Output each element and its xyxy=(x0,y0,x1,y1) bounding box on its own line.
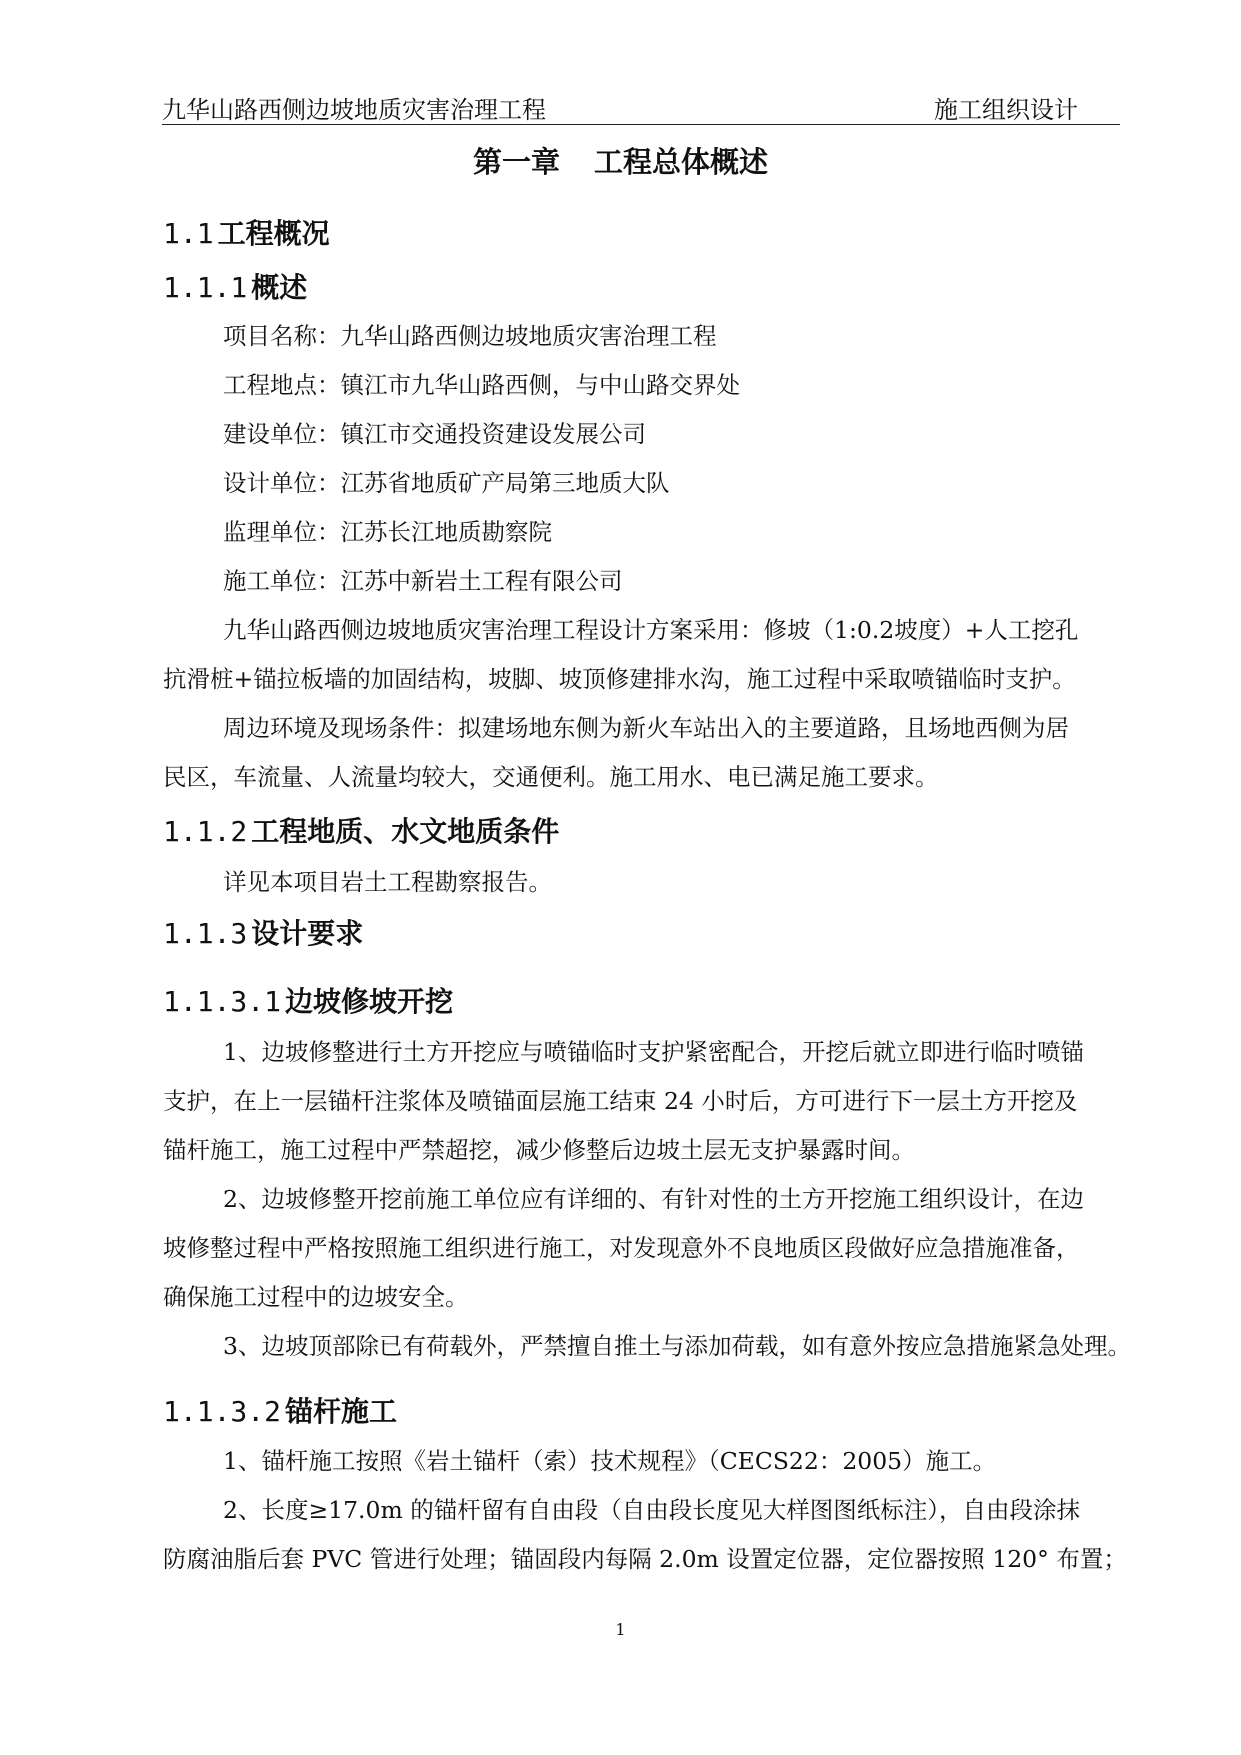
text-line: 周边环境及现场条件：拟建场地东侧为新火车站出入的主要道路，且场地西侧为居 xyxy=(223,714,1069,742)
section-title: 概述 xyxy=(251,271,308,304)
page-header xyxy=(162,90,1120,125)
design-scheme-paragraph xyxy=(163,606,1121,802)
section-title: 边坡修坡开挖 xyxy=(285,985,454,1018)
section-heading-1-1-3-2 xyxy=(163,1390,397,1430)
text-line: 2、长度≥17.0m 的锚杆留有自由段（自由段长度见大样图图纸标注），自由段涂抹 xyxy=(223,1496,1080,1524)
section-title: 锚杆施工 xyxy=(285,1395,398,1428)
project-name-line: 项目名称：九华山路西侧边坡地质灾害治理工程 xyxy=(223,322,717,350)
chapter-label: 第一章 xyxy=(472,145,560,179)
chapter-name: 工程总体概述 xyxy=(594,145,769,179)
text-line: 防腐油脂后套 PVC 管进行处理；锚固段内每隔 2.0m 设置定位器，定位器按照 120° 布置； xyxy=(163,1545,1127,1573)
text-line: 1、锚杆施工按照《岩土锚杆（索）技术规程》（CECS22：2005）施工。 xyxy=(223,1447,997,1475)
section-number: 1.1 xyxy=(163,217,214,250)
page-number: 1 xyxy=(615,1620,626,1639)
text-line: 抗滑桩+锚拉板墙的加固结构，坡脚、坡顶修建排水沟，施工过程中采取喷锚临时支护。 xyxy=(163,665,1076,693)
section-title: 工程概况 xyxy=(217,217,330,250)
text-line: 九华山路西侧边坡地质灾害治理工程设计方案采用：修坡（1:0.2坡度）+人工挖孔 xyxy=(223,616,1079,644)
project-location-line: 工程地点：镇江市九华山路西侧，与中山路交界处 xyxy=(223,371,740,399)
header-project-title: 九华山路西侧边坡地质灾害治理工程 xyxy=(162,96,546,124)
section-heading-1-1-3 xyxy=(163,912,363,952)
section-number: 1.1.1 xyxy=(163,271,248,304)
section-heading-1-1 xyxy=(163,212,330,252)
text-line: 3、边坡顶部除已有荷载外，严禁擅自推土与添加荷载，如有意外按应急措施紧急处理。 xyxy=(223,1332,1131,1360)
section-number: 1.1.2 xyxy=(163,815,248,848)
section-number: 1.1.3 xyxy=(163,917,248,950)
section-heading-1-1-1 xyxy=(163,266,307,306)
text-line: 支护，在上一层锚杆注浆体及喷锚面层施工结束 24 小时后，方可进行下一层土方开挖及 xyxy=(163,1087,1078,1115)
section-title: 设计要求 xyxy=(251,917,364,950)
section-number: 1.1.3.1 xyxy=(163,985,282,1018)
project-owner-line: 建设单位：镇江市交通投资建设发展公司 xyxy=(223,420,646,448)
slope-requirements xyxy=(163,1028,1131,1371)
text-line: 坡修整过程中严格按照施工组织进行施工，对发现意外不良地质区段做好应急措施准备， xyxy=(163,1234,1080,1262)
text-line: 1、边坡修整进行土方开挖应与喷锚临时支护紧密配合，开挖后就立即进行临时喷锚 xyxy=(223,1038,1084,1066)
text-line: 锚杆施工，施工过程中严禁超挖，减少修整后边坡土层无支护暴露时间。 xyxy=(163,1136,915,1164)
text-line: 2、边坡修整开挖前施工单位应有详细的、有针对性的土方开挖施工组织设计，在边 xyxy=(223,1185,1084,1213)
geology-paragraph xyxy=(223,858,1181,907)
header-document-type: 施工组织设计 xyxy=(934,96,1078,124)
section-heading-1-1-3-1 xyxy=(163,980,453,1020)
project-contractor-line: 施工单位：江苏中新岩土工程有限公司 xyxy=(223,567,623,595)
section-heading-1-1-2 xyxy=(163,810,559,850)
text-line: 详见本项目岩土工程勘察报告。 xyxy=(223,868,552,896)
section-title: 工程地质、水文地质条件 xyxy=(251,815,560,848)
text-line: 民区，车流量、人流量均较大，交通便利。施工用水、电已满足施工要求。 xyxy=(163,763,939,791)
project-designer-line: 设计单位：江苏省地质矿产局第三地质大队 xyxy=(223,469,670,497)
project-supervisor-line: 监理单位：江苏长江地质勘察院 xyxy=(223,518,552,546)
text-line: 确保施工过程中的边坡安全。 xyxy=(163,1283,469,1311)
chapter-title xyxy=(0,140,1241,181)
project-info-list xyxy=(223,312,1181,606)
section-number: 1.1.3.2 xyxy=(163,1395,282,1428)
anchor-requirements xyxy=(163,1437,1127,1584)
